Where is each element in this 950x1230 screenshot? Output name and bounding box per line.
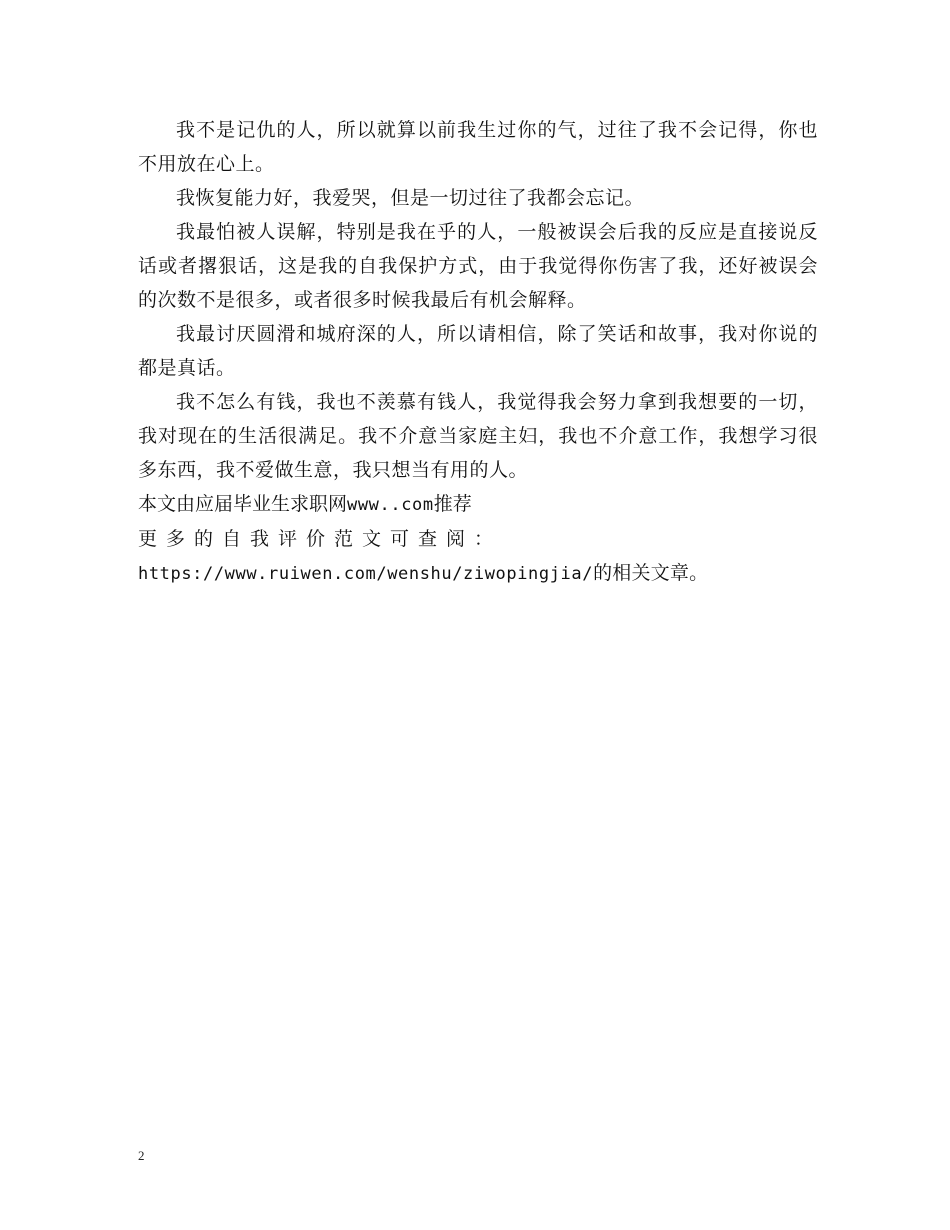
paragraph-1: 我不是记仇的人，所以就算以前我生过你的气，过往了我不会记得，你也不用放在心上。: [138, 119, 818, 175]
source-line: [138, 487, 818, 522]
page-number: 2: [138, 1148, 145, 1163]
more-suffix: 的相关文章。: [593, 562, 709, 584]
source-prefix: 本文由应届毕业生求职网: [138, 493, 348, 515]
paragraph-2: 我恢复能力好，我爱哭，但是一切过往了我都会忘记。: [176, 187, 645, 209]
source-suffix: 推荐: [433, 493, 472, 515]
source-site: www..com: [347, 495, 434, 515]
document-body: [138, 113, 818, 591]
paragraph-4: 我最讨厌圆滑和城府深的人，所以请相信，除了笑话和故事，我对你说的都是真话。: [138, 323, 818, 379]
more-line: [138, 522, 818, 591]
paragraph-3: 我最怕被人误解，特别是我在乎的人，一般被误会后我的反应是直接说反话或者撂狠话，这是我的自我保护方式，由于我觉得你伤害了我，还好被误会的次数不是很多，或者很多时候我最后有机会解释。: [138, 221, 818, 311]
more-link[interactable]: https://www.ruiwen.com/wenshu/ziwopingjia/: [138, 564, 594, 584]
paragraph-5: 我不怎么有钱，我也不羡慕有钱人，我觉得我会努力拿到我想要的一切，我对现在的生活很满足。我不介意当家庭主妇，我也不介意工作，我想学习很多东西，我不爱做生意，我只想当有用的人。: [138, 391, 818, 481]
more-prefix: 更多的自我评价范文可查阅：: [138, 528, 503, 550]
